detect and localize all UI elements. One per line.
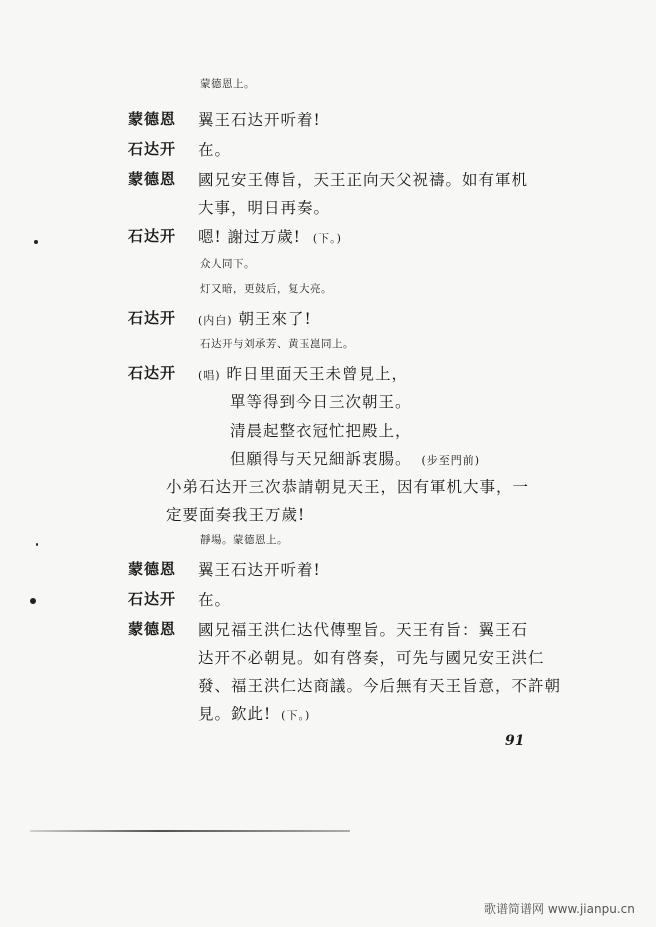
speaker-name: 石达开 <box>128 227 177 245</box>
dialogue-line: 大事，明日再奏。 <box>198 199 331 217</box>
stage-direction: (下。) <box>312 232 342 245</box>
stage-direction: 石达开与刘承芳、黄玉崑同上。 <box>200 338 354 350</box>
dialogue-text: 昨日里面天王未曾見上， <box>226 365 409 383</box>
verse-line: 單等得到今日三次朝王。 <box>230 393 412 411</box>
speaker-name: 蒙德恩 <box>128 110 177 128</box>
dialogue-line <box>198 307 312 329</box>
speaker-name: 蒙德恩 <box>128 170 177 188</box>
dialogue-line <box>198 362 408 384</box>
dialogue-line: 在。 <box>198 591 232 609</box>
speaker-name: 石达开 <box>128 590 177 608</box>
verse-line: 清晨起整衣冠忙把殿上， <box>230 422 412 440</box>
stage-direction: (唱) <box>198 369 221 382</box>
dialogue-line: 翼王石达开听着! <box>198 561 321 579</box>
dialogue-line: 定要面奏我王万歲! <box>166 506 306 524</box>
scan-speck <box>30 598 36 604</box>
scan-edge-line <box>30 830 350 832</box>
dialogue-line <box>198 702 310 724</box>
stage-direction: 蒙德恩上。 <box>200 78 255 90</box>
stage-direction: 靜場。蒙德恩上。 <box>200 534 288 546</box>
dialogue-line: 小弟石达开三次恭請朝見天王，因有軍机大事，一 <box>166 478 530 496</box>
dialogue-line: 翼王石达开听着! <box>198 111 321 129</box>
dialogue-line <box>198 225 342 247</box>
dialogue-text: 嗯! 謝过万歲! <box>198 228 301 246</box>
watermark: 歌谱简谱网 www.jianpu.cn <box>484 902 635 916</box>
speaker-name: 蒙德恩 <box>128 560 177 578</box>
speaker-name: 石达开 <box>128 309 177 327</box>
verse-line <box>230 447 480 469</box>
dialogue-text: 朝王來了! <box>238 310 312 328</box>
stage-direction: 灯又暗，更鼓后，复大亮。 <box>200 283 332 295</box>
stage-direction: (内白) <box>198 314 233 327</box>
speaker-name: 石达开 <box>128 140 177 158</box>
dialogue-line: 在。 <box>198 141 232 159</box>
dialogue-line: 國兄安王傳旨，天王正向天父祝禱。如有軍机 <box>198 171 529 189</box>
stage-direction: (下。) <box>281 709 311 722</box>
speaker-name: 蒙德恩 <box>128 620 177 638</box>
dialogue-text: 見。欽此! <box>198 705 272 723</box>
speaker-name: 石达开 <box>128 364 177 382</box>
scan-speck <box>34 240 38 244</box>
dialogue-text: 但願得与天兄細訴衷腸。 <box>230 450 412 468</box>
scan-speck <box>36 543 38 546</box>
dialogue-line: 發、福王洪仁达商議。今后無有天王旨意，不許朝 <box>198 677 562 695</box>
page-number: 91 <box>505 733 525 749</box>
dialogue-line: 达开不必朝見。如有啓奏，可先与國兄安王洪仁 <box>198 649 545 667</box>
stage-direction: (步至門前) <box>421 454 481 467</box>
stage-direction: 众人同下。 <box>200 258 255 270</box>
dialogue-line: 國兄福王洪仁达代傳聖旨。天王有旨：翼王石 <box>198 621 529 639</box>
